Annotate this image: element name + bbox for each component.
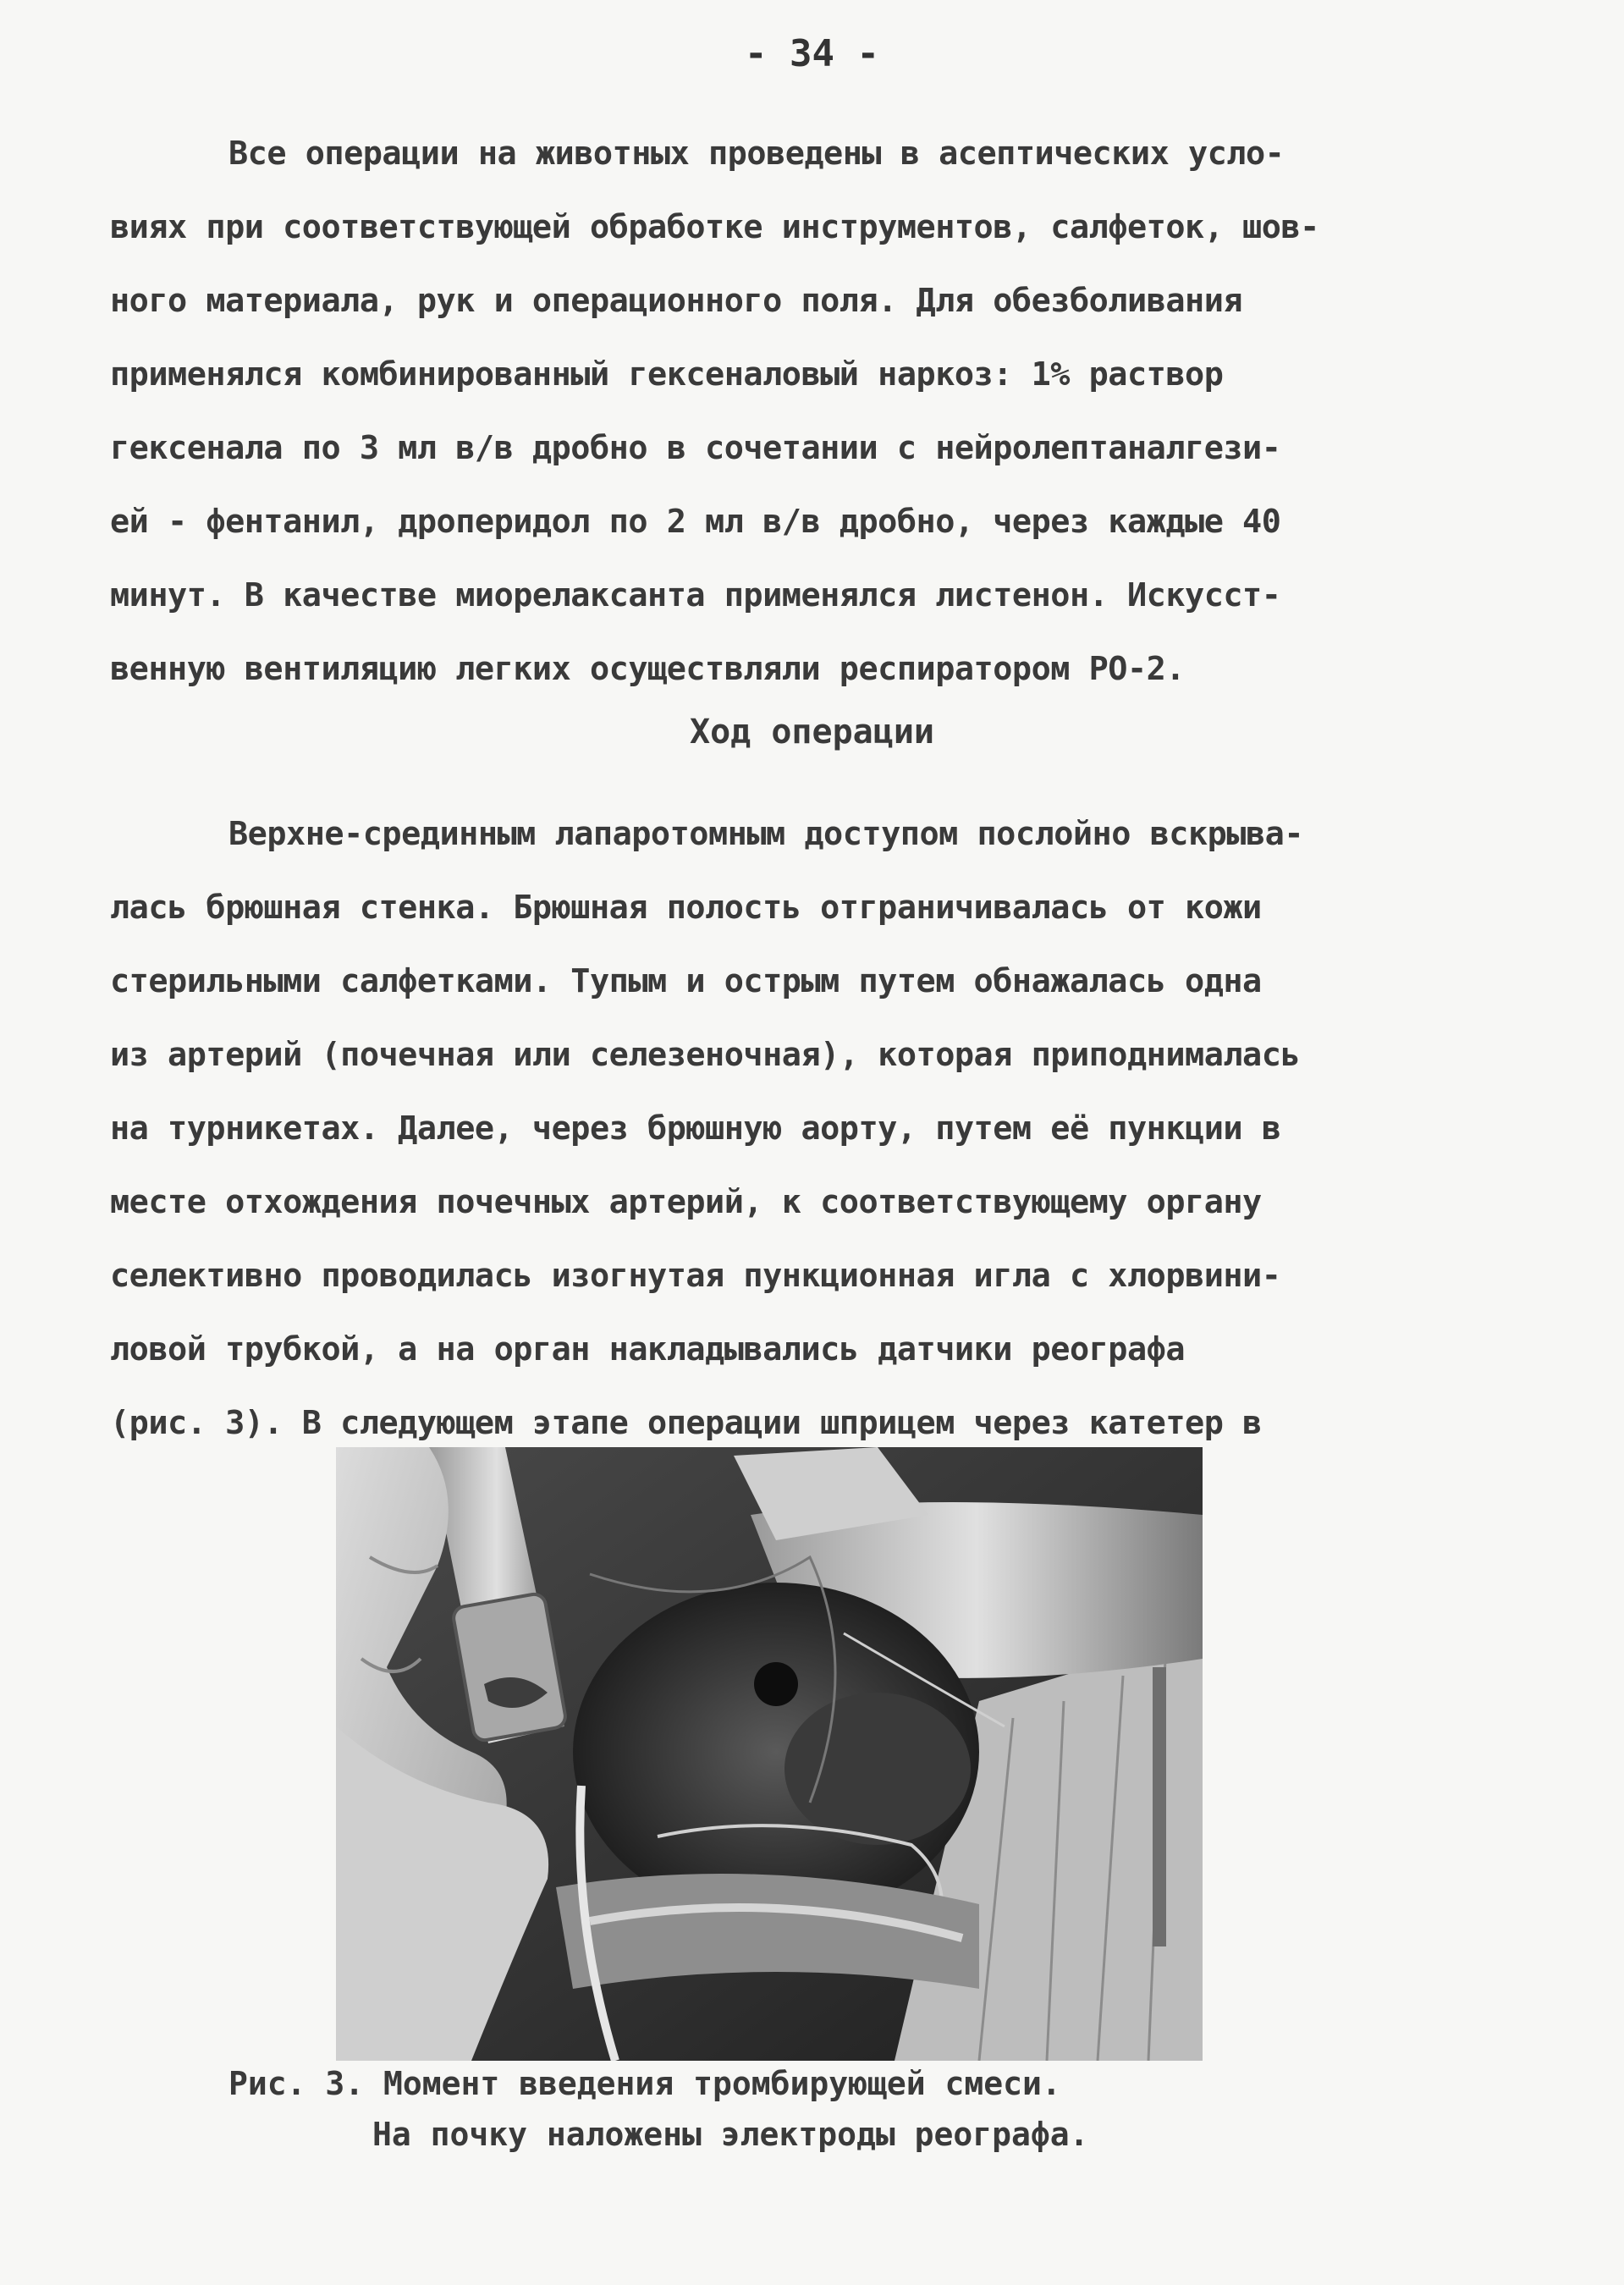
text-line: ей - фентанил, дроперидол по 2 мл в/в дробно, через каждые 40 bbox=[110, 503, 1281, 541]
text-line: из артерий (почечная или селезеночная), которая приподнималась bbox=[110, 1036, 1301, 1074]
paragraph-2 bbox=[110, 797, 1515, 1460]
text-line: стерильными салфетками. Тупым и острым путем обнажалась одна bbox=[110, 962, 1262, 1000]
text-line: применялся комбинированный гексеналовый наркоз: 1% раствор bbox=[110, 355, 1224, 394]
text-line: Верхне-срединным лапаротомным доступом послойно вскрыва- bbox=[228, 815, 1304, 853]
figure-caption-line-2: На почку наложены электроды реографа. bbox=[372, 2116, 1089, 2153]
surgery-photo-illustration bbox=[336, 1447, 1203, 2061]
figure-caption-line-1: Рис. 3. Момент введения тромбирующей смеси. bbox=[228, 2065, 1061, 2102]
text-line: (рис. 3). В следующем этапе операции шприцем через катетер в bbox=[110, 1404, 1262, 1442]
surgery-photo bbox=[336, 1447, 1203, 2061]
paragraph-1 bbox=[110, 117, 1515, 706]
page-number: - 34 - bbox=[745, 32, 879, 75]
text-line: минут. В качестве миорелаксанта применялся листенон. Искусст- bbox=[110, 576, 1281, 614]
text-line: селективно проводилась изогнутая пункционная игла с хлорвини- bbox=[110, 1257, 1281, 1295]
section-title: Ход операции bbox=[690, 713, 934, 752]
text-line: Все операции на животных проведены в асептических усло- bbox=[228, 135, 1285, 173]
text-line: на турникетах. Далее, через брюшную аорту, путем её пункции в bbox=[110, 1109, 1281, 1148]
text-line: месте отхождения почечных артерий, к соответствующему органу bbox=[110, 1183, 1262, 1221]
text-line: ловой трубкой, а на орган накладывались датчики реографа bbox=[110, 1330, 1186, 1368]
text-line: лась брюшная стенка. Брюшная полость отграничивалась от кожи bbox=[110, 889, 1262, 927]
text-line: ного материала, рук и операционного поля. Для обезболивания bbox=[110, 282, 1243, 320]
text-line: гексенала по 3 мл в/в дробно в сочетании с нейролептаналгези- bbox=[110, 429, 1281, 467]
text-line: виях при соответствующей обработке инструментов, салфеток, шов- bbox=[110, 208, 1319, 246]
text-line: венную вентиляцию легких осуществляли респиратором РО-2. bbox=[110, 650, 1186, 688]
